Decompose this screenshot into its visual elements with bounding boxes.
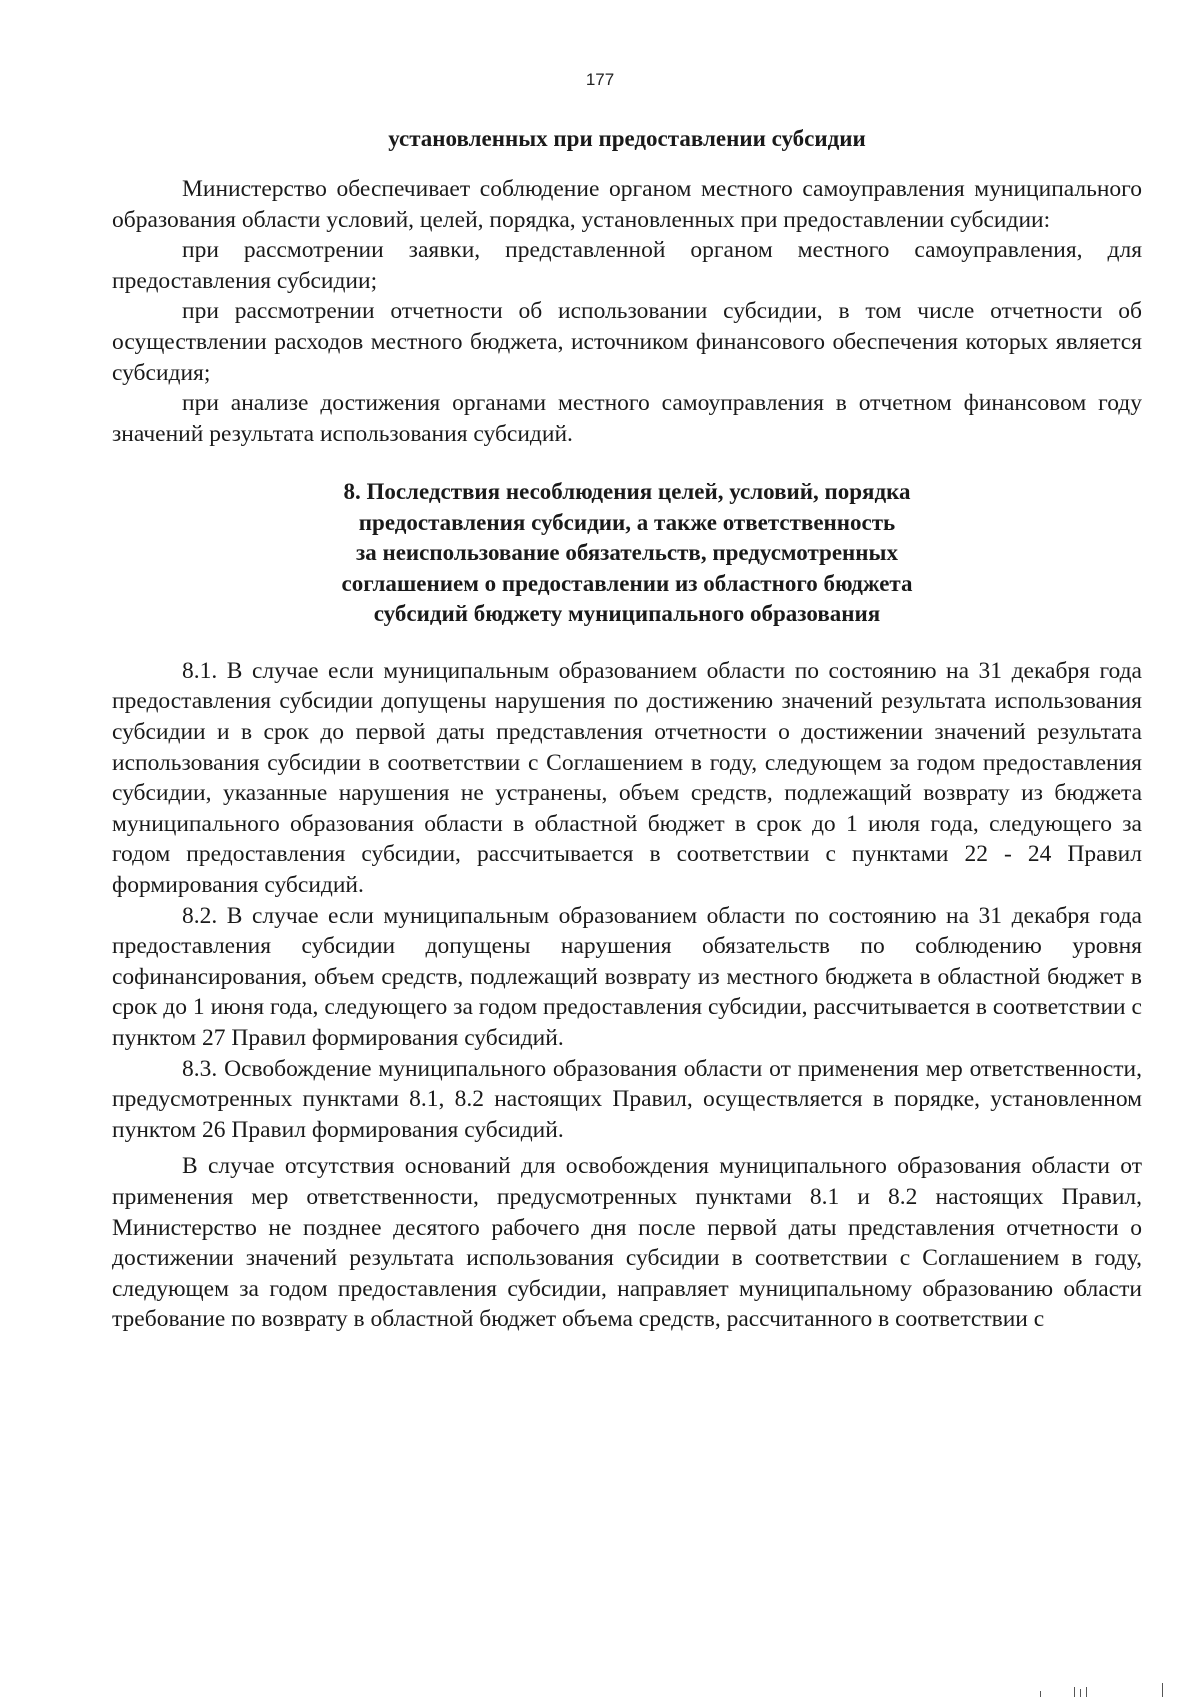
paragraph: Министерство обеспечивает соблюдение органом местного самоуправления муниципального образования области условий, целей, порядка, установленных при предоставлении субсидии: xyxy=(112,176,1142,233)
paragraph-8-3: 8.3. Освобождение муниципального образования области от применения мер ответственности, предусмотренных пунктами 8.1, 8.2 настоящих Правил, осуществляется в порядке, установленном пунктом 26 Правил формирования субсидий. xyxy=(112,1055,1142,1143)
section-title-line: субсидий бюджету муниципального образования xyxy=(373,601,881,627)
paragraph-8-1: 8.1. В случае если муниципальным образованием области по состоянию на 31 декабря года предоставления субсидии допущены нарушения по достижению значений результата использования субсидии и в срок до первой даты представления отчетности о достижении значений результата использования субсидии в соответствии с Соглашением в году, следующем за годом предоставления субсидии, указанные нарушения не устранены, объем средств, подлежащий возврату из бюджета муниципального образования области в областной бюджет в срок до 1 июля года, следующего за годом предоставления субсидии, рассчитывается в соответствии с пунктами 22 - 24 Правил формирования субсидий. xyxy=(112,657,1142,898)
section-heading-continuation: установленных при предоставлении субсидии xyxy=(388,126,866,151)
paragraph-8-2: 8.2. В случае если муниципальным образованием области по состоянию на 31 декабря года предоставления субсидии допущены нарушения обязательств по соблюдению уровня софинансирования, объем средств, подлежащий возврату из местного бюджета в областной бюджет в срок до 1 июня года, следующего за годом предоставления субсидии, рассчитывается в соответствии с пунктом 27 Правил формирования субсидий. xyxy=(112,902,1142,1051)
paragraph: при рассмотрении отчетности об использовании субсидии, в том числе отчетности об осуществлении расходов местного бюджета, источником финансового обеспечения которых является субсидия; xyxy=(112,298,1142,386)
section-title-line: соглашением о предоставлении из областного бюджета xyxy=(341,570,913,596)
section-8-title xyxy=(112,477,1142,630)
page-number: 177 xyxy=(585,70,615,89)
paragraph: при анализе достижения органами местного самоуправления в отчетном финансовом году значений результата использования субсидий. xyxy=(112,390,1142,447)
scan-edge-marks xyxy=(1030,1677,1180,1697)
paragraph: В случае отсутствия оснований для освобождения муниципального образования области от применения мер ответственности, предусмотренных пунктами 8.1 и 8.2 настоящих Правил, Министерство не позднее десятого рабочего дня после первой даты представления отчетности о достижении значений результата использования субсидии в соответствии с Соглашением в году, следующем за годом предоставления субсидии, направляет муниципальному образованию области требование по возврату в областной бюджет объема средств, рассчитанного в соответствии с xyxy=(112,1153,1142,1333)
paragraph: при рассмотрении заявки, представленной органом местного самоуправления, для предоставления субсидии; xyxy=(112,237,1142,294)
section-title-line: 8. Последствия несоблюдения целей, условий, порядка xyxy=(343,479,911,505)
document-body xyxy=(112,124,1142,1335)
section-title-line: предоставления субсидии, а также ответственность xyxy=(358,509,896,535)
section-title-line: за неиспользование обязательств, предусмотренных xyxy=(355,540,899,566)
